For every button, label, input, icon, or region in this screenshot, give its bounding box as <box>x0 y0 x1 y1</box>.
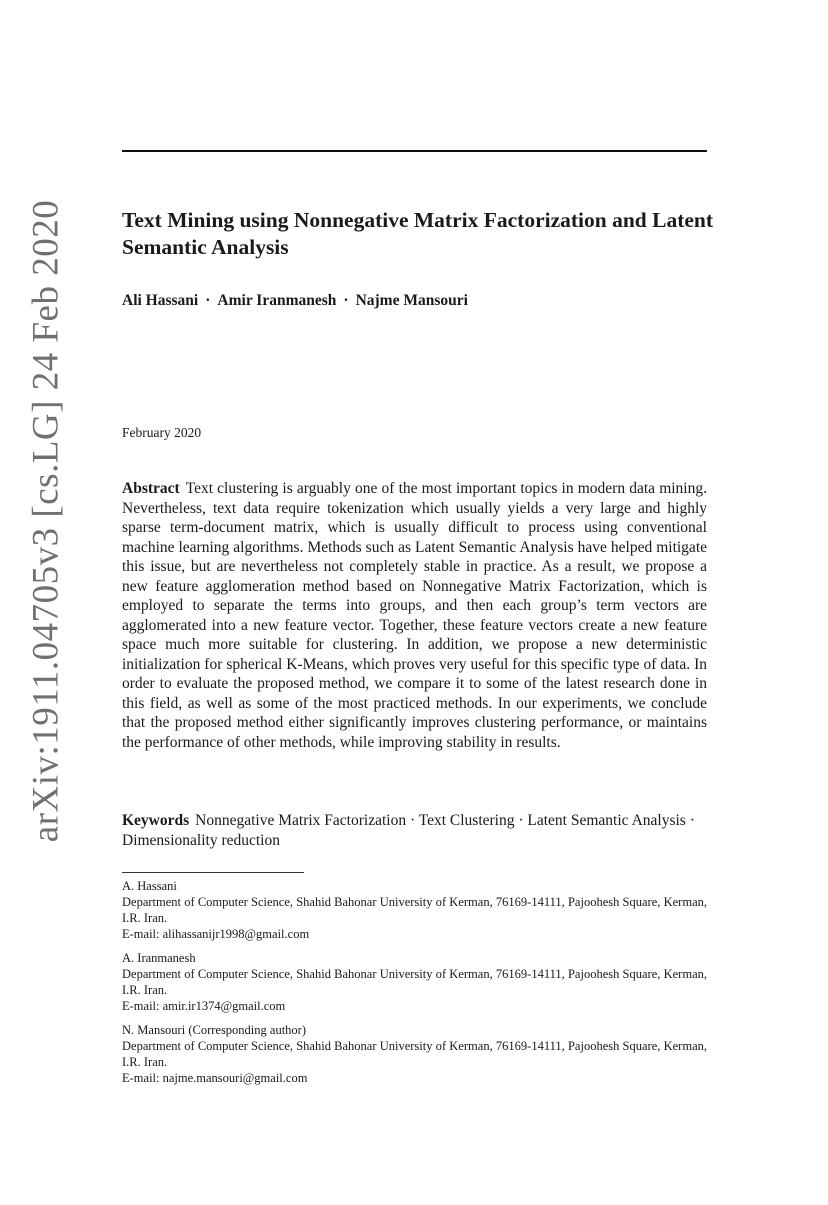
keywords-section <box>122 811 707 850</box>
author-list <box>122 291 522 311</box>
arxiv-sidebar <box>25 199 67 843</box>
footnote-rule <box>122 872 304 873</box>
author-name: Amir Iranmanesh <box>217 292 337 309</box>
abstract-text: Text clustering is arguably one of the most important topics in modern data mining. Nevertheless, text data require tokenization which usually yields a very large and highly sparse term-document matrix, which is usually difficult to process using conventional machine learning algorithms. Methods such as Latent Semantic Analysis have helped mitigate this issue, but are nevertheless not completely stable in practice. As a result, we propose a new feature agglomeration method based on Nonnegative Matrix Factorization, which is employed to separate the terms into groups, and then each group’s term vectors are agglomerated into a new feature vector. Together, these feature vectors create a new feature space much more suitable for clustering. In addition, we propose a new deterministic initialization for spherical K-Means, which proves very useful for this specific type of data. In order to evaluate the proposed method, we compare it to some of the latest research done in this field, as well as some of the most practiced methods. In our experiments, we conclude that the proposed method either significantly improves clustering performance, or maintains the performance of other methods, while improving stability in results. <box>122 480 707 751</box>
footnotes <box>122 878 707 1094</box>
footnote-author <box>122 950 707 1014</box>
abstract-label: Abstract <box>122 480 180 497</box>
keywords-text: Nonnegative Matrix Factorization · Text Clustering · Latent Semantic Analysis · Dimensionality reduction <box>122 812 695 849</box>
footnote-affiliation: Department of Computer Science, Shahid Bahonar University of Kerman, 76169-14111, Pajoohesh Square, Kerman, I.R. Iran. <box>122 895 707 925</box>
author-separator: · <box>205 292 211 309</box>
footnote-email[interactable]: E-mail: amir.ir1374@gmail.com <box>122 999 286 1013</box>
footnote-email[interactable]: E-mail: najme.mansouri@gmail.com <box>122 1071 308 1085</box>
paper-title: Text Mining using Nonnegative Matrix Factorization and Latent Semantic Analysis <box>122 208 714 259</box>
footnote-name: A. Iranmanesh <box>122 951 196 965</box>
footnote-author <box>122 878 707 942</box>
footnote-name: N. Mansouri (Corresponding author) <box>122 1023 306 1037</box>
footnote-email[interactable]: E-mail: alihassanijr1998@gmail.com <box>122 927 310 941</box>
abstract-section <box>122 479 707 752</box>
arxiv-identifier[interactable]: arXiv:1911.04705v3 [cs.LG] 24 Feb 2020 <box>25 199 67 843</box>
author-separator: · <box>343 292 349 309</box>
footnote-affiliation: Department of Computer Science, Shahid Bahonar University of Kerman, 76169-14111, Pajoohesh Square, Kerman, I.R. Iran. <box>122 967 707 997</box>
keywords-label: Keywords <box>122 812 190 829</box>
paper-date: February 2020 <box>122 425 202 440</box>
author-name: Najme Mansouri <box>355 292 468 309</box>
title-rule <box>122 150 707 152</box>
footnote-affiliation: Department of Computer Science, Shahid Bahonar University of Kerman, 76169-14111, Pajoohesh Square, Kerman, I.R. Iran. <box>122 1039 707 1069</box>
author-name: Ali Hassani <box>122 292 199 309</box>
footnote-name: A. Hassani <box>122 879 177 893</box>
footnote-author <box>122 1022 707 1086</box>
